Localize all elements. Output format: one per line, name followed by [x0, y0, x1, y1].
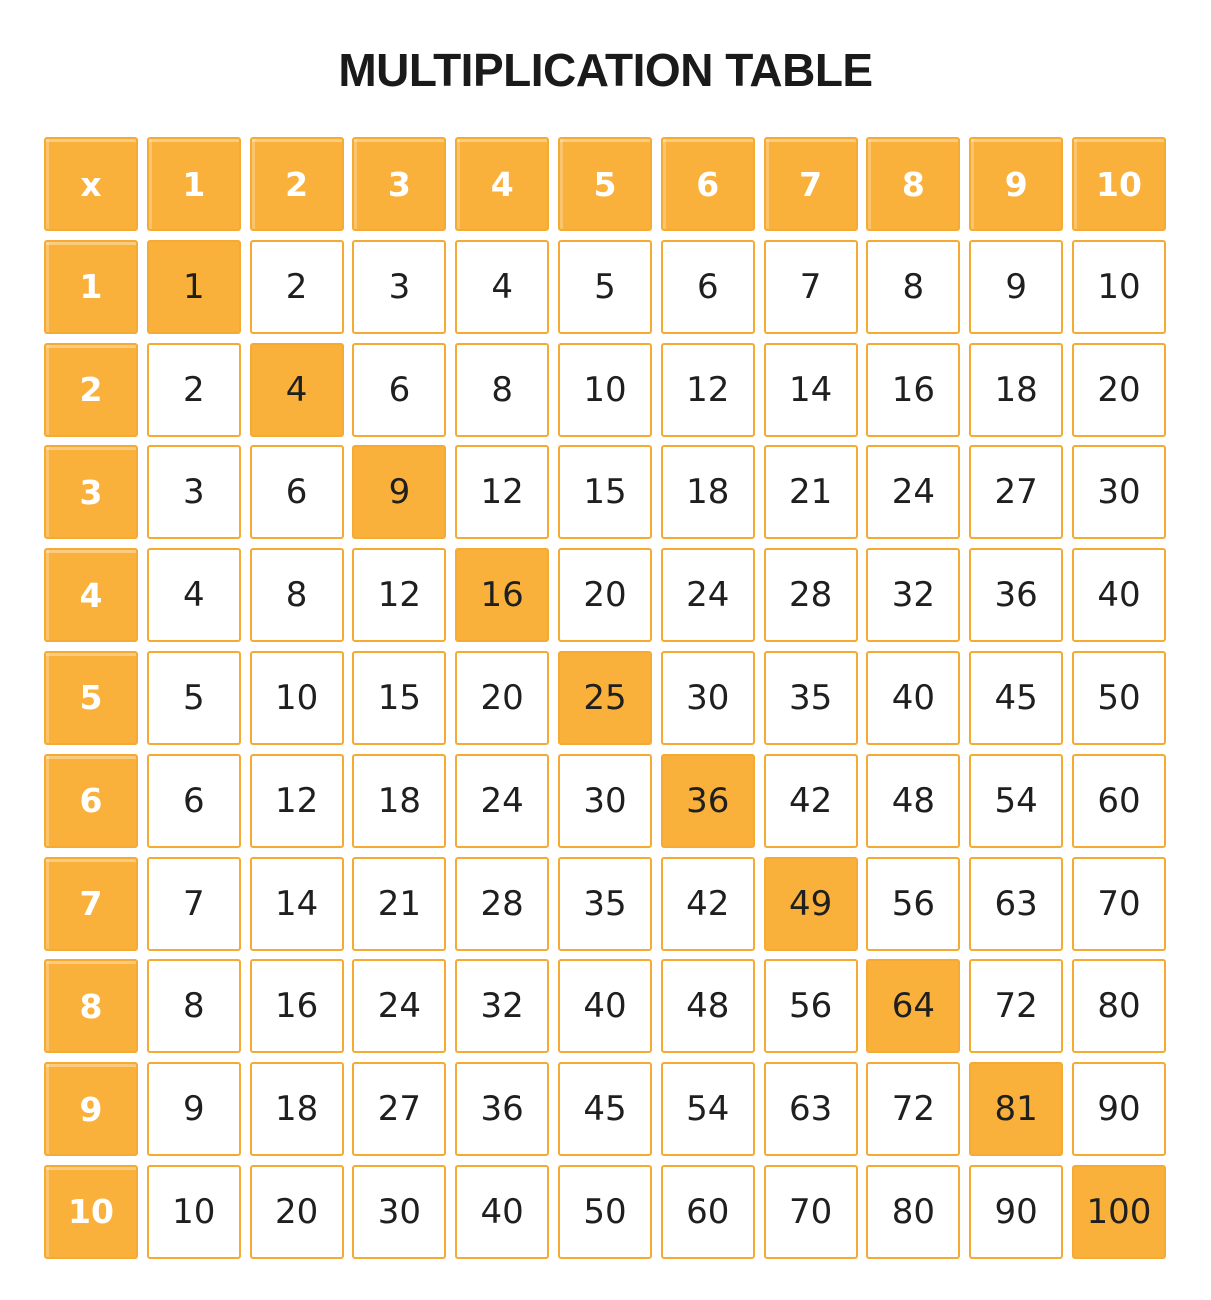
row-header-cell: 3 [44, 445, 138, 539]
product-cell: 16 [250, 959, 344, 1053]
product-cell: 32 [866, 548, 960, 642]
multiplication-grid [44, 137, 1166, 1259]
product-cell: 30 [1072, 445, 1166, 539]
product-cell: 10 [1072, 240, 1166, 334]
product-cell: 56 [764, 959, 858, 1053]
column-header-cell: 9 [969, 137, 1063, 231]
product-cell: 10 [558, 343, 652, 437]
product-cell: 24 [352, 959, 446, 1053]
row-header-cell: 2 [44, 343, 138, 437]
product-cell: 16 [866, 343, 960, 437]
row-header-cell: 9 [44, 1062, 138, 1156]
product-cell: 48 [866, 754, 960, 848]
product-cell: 50 [558, 1165, 652, 1259]
product-cell: 90 [1072, 1062, 1166, 1156]
square-product-cell: 64 [866, 959, 960, 1053]
column-header-cell: 6 [661, 137, 755, 231]
square-product-cell: 81 [969, 1062, 1063, 1156]
product-cell: 30 [352, 1165, 446, 1259]
column-header-cell: 10 [1072, 137, 1166, 231]
square-product-cell: 1 [147, 240, 241, 334]
column-header-cell: 5 [558, 137, 652, 231]
product-cell: 30 [661, 651, 755, 745]
corner-cell: x [44, 137, 138, 231]
product-cell: 2 [250, 240, 344, 334]
product-cell: 50 [1072, 651, 1166, 745]
product-cell: 70 [1072, 857, 1166, 951]
product-cell: 24 [661, 548, 755, 642]
column-header-cell: 3 [352, 137, 446, 231]
product-cell: 14 [250, 857, 344, 951]
square-product-cell: 36 [661, 754, 755, 848]
row-header-cell: 6 [44, 754, 138, 848]
product-cell: 27 [352, 1062, 446, 1156]
product-cell: 63 [969, 857, 1063, 951]
product-cell: 54 [969, 754, 1063, 848]
product-cell: 10 [250, 651, 344, 745]
product-cell: 12 [352, 548, 446, 642]
product-cell: 42 [661, 857, 755, 951]
product-cell: 2 [147, 343, 241, 437]
product-cell: 72 [866, 1062, 960, 1156]
product-cell: 90 [969, 1165, 1063, 1259]
product-cell: 8 [866, 240, 960, 334]
product-cell: 40 [558, 959, 652, 1053]
product-cell: 36 [969, 548, 1063, 642]
product-cell: 9 [147, 1062, 241, 1156]
product-cell: 45 [969, 651, 1063, 745]
product-cell: 32 [455, 959, 549, 1053]
product-cell: 12 [455, 445, 549, 539]
square-product-cell: 16 [455, 548, 549, 642]
product-cell: 35 [558, 857, 652, 951]
product-cell: 8 [455, 343, 549, 437]
product-cell: 72 [969, 959, 1063, 1053]
product-cell: 4 [147, 548, 241, 642]
product-cell: 27 [969, 445, 1063, 539]
square-product-cell: 4 [250, 343, 344, 437]
column-header-cell: 8 [866, 137, 960, 231]
product-cell: 42 [764, 754, 858, 848]
product-cell: 6 [250, 445, 344, 539]
row-header-cell: 7 [44, 857, 138, 951]
product-cell: 18 [661, 445, 755, 539]
product-cell: 15 [352, 651, 446, 745]
product-cell: 40 [1072, 548, 1166, 642]
product-cell: 6 [661, 240, 755, 334]
product-cell: 18 [250, 1062, 344, 1156]
product-cell: 21 [352, 857, 446, 951]
row-header-cell: 10 [44, 1165, 138, 1259]
product-cell: 60 [661, 1165, 755, 1259]
row-header-cell: 5 [44, 651, 138, 745]
product-cell: 40 [866, 651, 960, 745]
product-cell: 12 [661, 343, 755, 437]
product-cell: 28 [764, 548, 858, 642]
product-cell: 18 [352, 754, 446, 848]
square-product-cell: 49 [764, 857, 858, 951]
square-product-cell: 25 [558, 651, 652, 745]
column-header-cell: 7 [764, 137, 858, 231]
product-cell: 70 [764, 1165, 858, 1259]
column-header-cell: 2 [250, 137, 344, 231]
product-cell: 40 [455, 1165, 549, 1259]
square-product-cell: 100 [1072, 1165, 1166, 1259]
row-header-cell: 8 [44, 959, 138, 1053]
row-header-cell: 1 [44, 240, 138, 334]
product-cell: 36 [455, 1062, 549, 1156]
product-cell: 28 [455, 857, 549, 951]
product-cell: 3 [352, 240, 446, 334]
product-cell: 9 [969, 240, 1063, 334]
column-header-cell: 1 [147, 137, 241, 231]
product-cell: 80 [1072, 959, 1166, 1053]
product-cell: 12 [250, 754, 344, 848]
product-cell: 6 [352, 343, 446, 437]
product-cell: 20 [1072, 343, 1166, 437]
product-cell: 80 [866, 1165, 960, 1259]
square-product-cell: 9 [352, 445, 446, 539]
product-cell: 20 [558, 548, 652, 642]
product-cell: 21 [764, 445, 858, 539]
product-cell: 8 [147, 959, 241, 1053]
row-header-cell: 4 [44, 548, 138, 642]
product-cell: 24 [866, 445, 960, 539]
product-cell: 24 [455, 754, 549, 848]
product-cell: 4 [455, 240, 549, 334]
product-cell: 8 [250, 548, 344, 642]
product-cell: 7 [764, 240, 858, 334]
product-cell: 20 [250, 1165, 344, 1259]
product-cell: 5 [147, 651, 241, 745]
product-cell: 30 [558, 754, 652, 848]
product-cell: 7 [147, 857, 241, 951]
product-cell: 15 [558, 445, 652, 539]
product-cell: 5 [558, 240, 652, 334]
product-cell: 6 [147, 754, 241, 848]
product-cell: 10 [147, 1165, 241, 1259]
product-cell: 35 [764, 651, 858, 745]
product-cell: 45 [558, 1062, 652, 1156]
product-cell: 20 [455, 651, 549, 745]
product-cell: 60 [1072, 754, 1166, 848]
column-header-cell: 4 [455, 137, 549, 231]
product-cell: 3 [147, 445, 241, 539]
product-cell: 18 [969, 343, 1063, 437]
page-title: MULTIPLICATION TABLE [338, 44, 873, 96]
product-cell: 14 [764, 343, 858, 437]
product-cell: 54 [661, 1062, 755, 1156]
product-cell: 56 [866, 857, 960, 951]
product-cell: 63 [764, 1062, 858, 1156]
product-cell: 48 [661, 959, 755, 1053]
